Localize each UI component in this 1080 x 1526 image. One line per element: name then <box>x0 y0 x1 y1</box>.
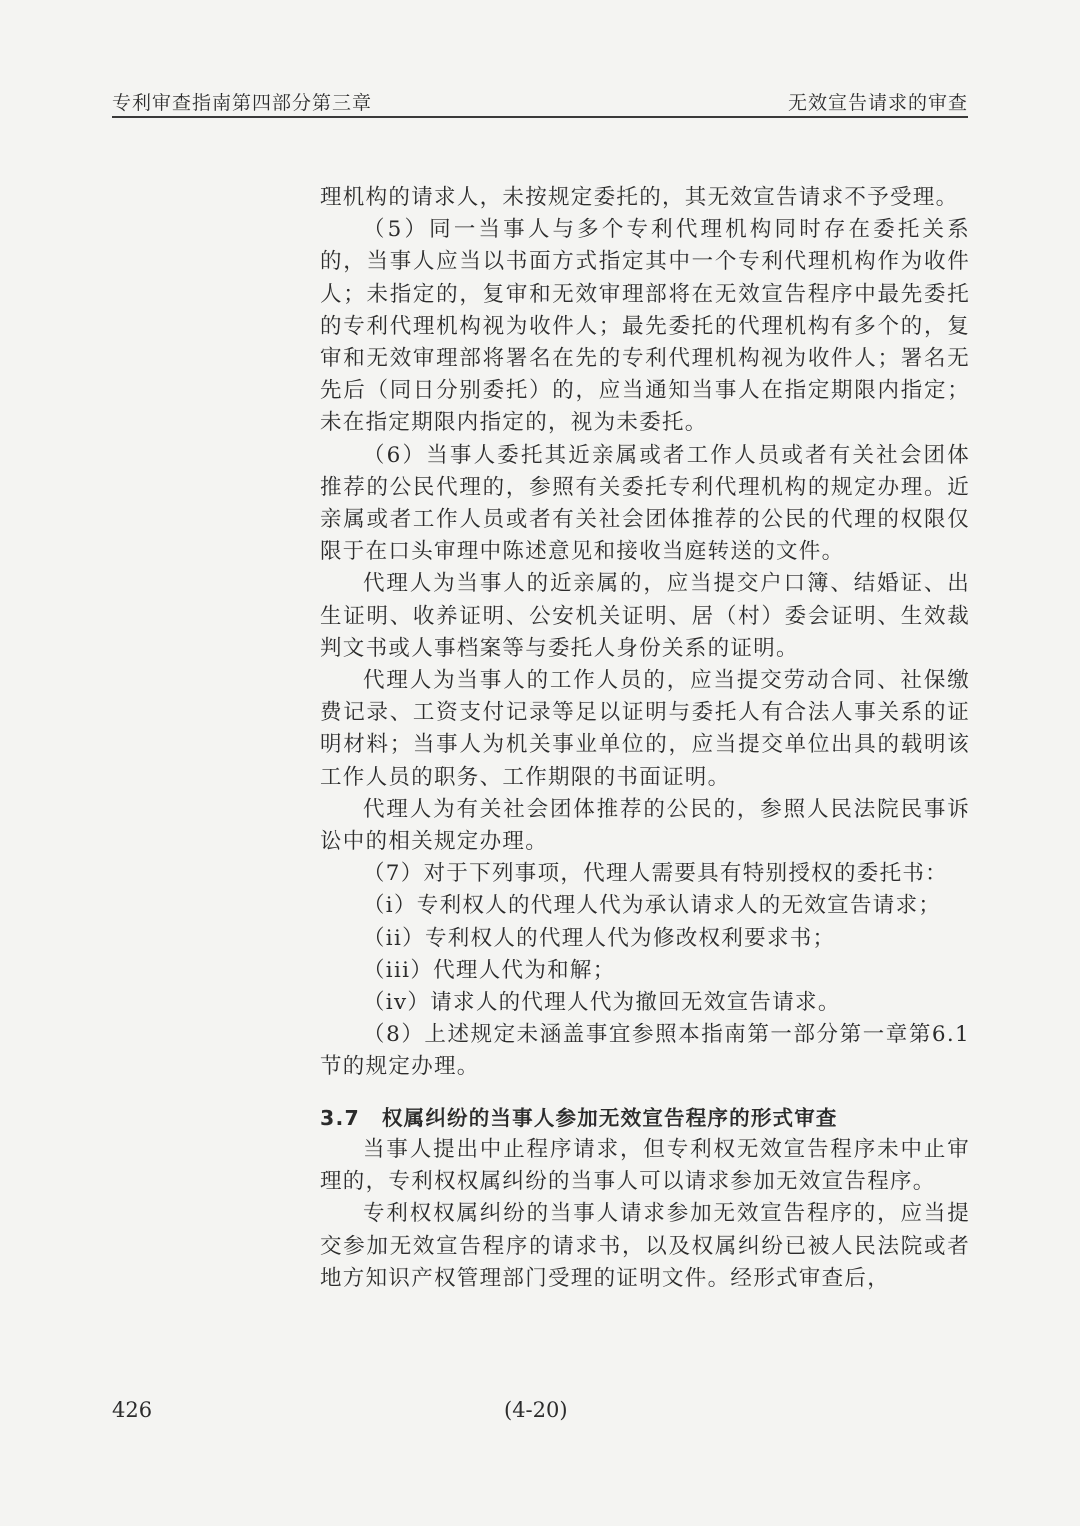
header-section-title: 无效宣告请求的审查 <box>787 92 968 114</box>
paragraph: （8）上述规定未涵盖事宜参照本指南第一部分第一章第6.1节的规定办理。 <box>320 1022 970 1080</box>
paragraph: （ii）专利权人的代理人代为修改权利要求书； <box>363 925 836 951</box>
page-number: 426 <box>112 1398 153 1422</box>
paragraph: 专利权权属纠纷的当事人请求参加无效宣告程序的，应当提交参加无效宣告程序的请求书，以及权属纠纷已被人民法院或者地方知识产权管理部门受理的证明文件。经形式审查后， <box>320 1201 970 1291</box>
paragraph: （7）对于下列事项，代理人需要具有特别授权的委托书： <box>363 861 948 887</box>
paragraph: （iii）代理人代为和解； <box>363 957 616 983</box>
paragraph: 代理人为当事人的近亲属的，应当提交户口簿、结婚证、出生证明、收养证明、公安机关证明、居（村）委会证明、生效裁判文书或人事档案等与委托人身份关系的证明。 <box>320 571 970 661</box>
header-chapter-title: 专利审查指南第四部分第三章 <box>112 92 373 114</box>
paragraph: （i）专利权人的代理人代为承认请求人的无效宣告请求； <box>363 893 942 919</box>
paragraph: 理机构的请求人，未按规定委托的，其无效宣告请求不予受理。 <box>320 185 959 210</box>
paragraph: （iv）请求人的代理人代为撤回无效宣告请求。 <box>363 990 841 1016</box>
paragraph: （5）同一当事人与多个专利代理机构同时存在委托关系的，当事人应当以书面方式指定其中一个专利代理机构作为收件人；未指定的，复审和无效审理部将在无效宣告程序中最先委托的专利代理机构视为收件人；最先委托的代理机构有多个的，复审和无效审理部将署名在先的专利代理机构视为收件人；署名无先后（同日分别委托）的，应当通知当事人在指定期限内指定；未在指定期限内指定的，视为未委托。 <box>320 217 970 436</box>
paragraph: （6）当事人委托其近亲属或者工作人员或者有关社会团体推荐的公民代理的，参照有关委托专利代理机构的规定办理。近亲属或者工作人员或者有关社会团体推荐的公民的代理的权限仅限于在口头审理中陈述意见和接收当庭转送的文件。 <box>320 442 970 565</box>
running-header <box>112 86 968 118</box>
paragraph: 代理人为当事人的工作人员的，应当提交劳动合同、社保缴费记录、工资支付记录等足以证明与委托人有合法人事关系的证明材料；当事人为机关事业单位的，应当提交单位出具的载明该工作人员的职务、工作期限的书面证明。 <box>320 668 970 790</box>
section-title: 权属纠纷的当事人参加无效宣告程序的形式审查 <box>381 1105 838 1130</box>
section-code: (4-20) <box>504 1398 568 1422</box>
paragraph: 代理人为有关社会团体推荐的公民的，参照人民法院民事诉讼中的相关规定办理。 <box>320 796 970 855</box>
paragraph: 当事人提出中止程序请求，但专利权无效宣告程序未中止审理的，专利权权属纠纷的当事人可以请求参加无效宣告程序。 <box>320 1136 970 1195</box>
section-heading <box>320 1102 970 1134</box>
section-number: 3.7 <box>320 1105 360 1130</box>
main-text <box>320 182 970 1295</box>
